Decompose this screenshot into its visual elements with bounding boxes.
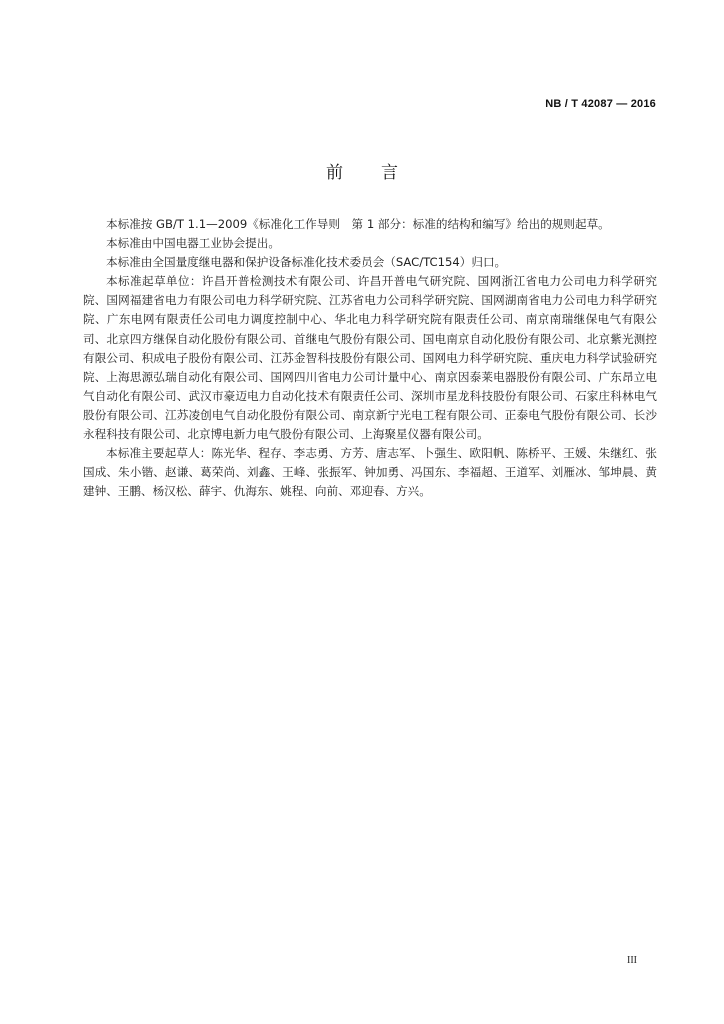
page-number: III (627, 955, 637, 966)
foreword-body (83, 215, 657, 501)
page-title: 前言 (326, 163, 436, 183)
standard-number: NB / T 42087 — 2016 (545, 98, 656, 110)
paragraph-proposed-by: 本标准由中国电器工业协会提出。 (106, 236, 280, 251)
paragraph-drafting-units: 本标准起草单位：许昌开普检测技术有限公司、许昌开普电气研究院、国网浙江省电力公司电力科学研究院、国网福建省电力有限公司电力科学研究院、江苏省电力公司科学研究院、国网湖南省电力公司电力科学研究院、广东电网有限责任公司电力调度控制中心、华北电力科学研究院有限责任公司、南京南瑞继保电气有限公司、北京四方继保自动化股份有限公司、首继电气股份有限公司、国电南京自动化股份有限公司、北京紫光测控有限公司、积成电子股份有限公司、江苏金智科技股份有限公司、国网电力科学研究院、重庆电力科学试验研究院、上海思源弘瑞自动化有限公司、国网四川省电力公司计量中心、南京因泰莱电器股份有限公司、广东昂立电气自动化有限公司、武汉市豪迈电力自动化技术有限责任公司、深圳市星龙科技股份有限公司、石家庄科林电气股份有限公司、江苏凌创电气自动化股份有限公司、南京新宁光电工程有限公司、正泰电气股份有限公司、长沙永程科技有限公司、北京博电新力电气股份有限公司、上海聚星仪器有限公司。 (83, 274, 657, 442)
paragraph-under-jurisdiction: 本标准由全国量度继电器和保护设备标准化技术委员会（SAC/TC154）归口。 (106, 255, 507, 270)
paragraph-drafting-rules: 本标准按 GB/T 1.1—2009《标准化工作导则 第 1 部分：标准的结构和编写》给出的规则起草。 (106, 217, 610, 231)
paragraph-drafters: 本标准主要起草人：陈光华、程存、李志勇、方芳、唐志军、卜强生、欧阳帆、陈桥平、王媛、朱继红、张国成、朱小锴、赵谦、葛荣尚、刘鑫、王峰、张振军、钟加勇、冯国东、李福超、王道军、刘雁冰、邹坤晨、黄建钟、王鹏、杨汉松、薛宇、仇海东、姚程、向前、邓迎春、方兴。 (83, 446, 657, 499)
